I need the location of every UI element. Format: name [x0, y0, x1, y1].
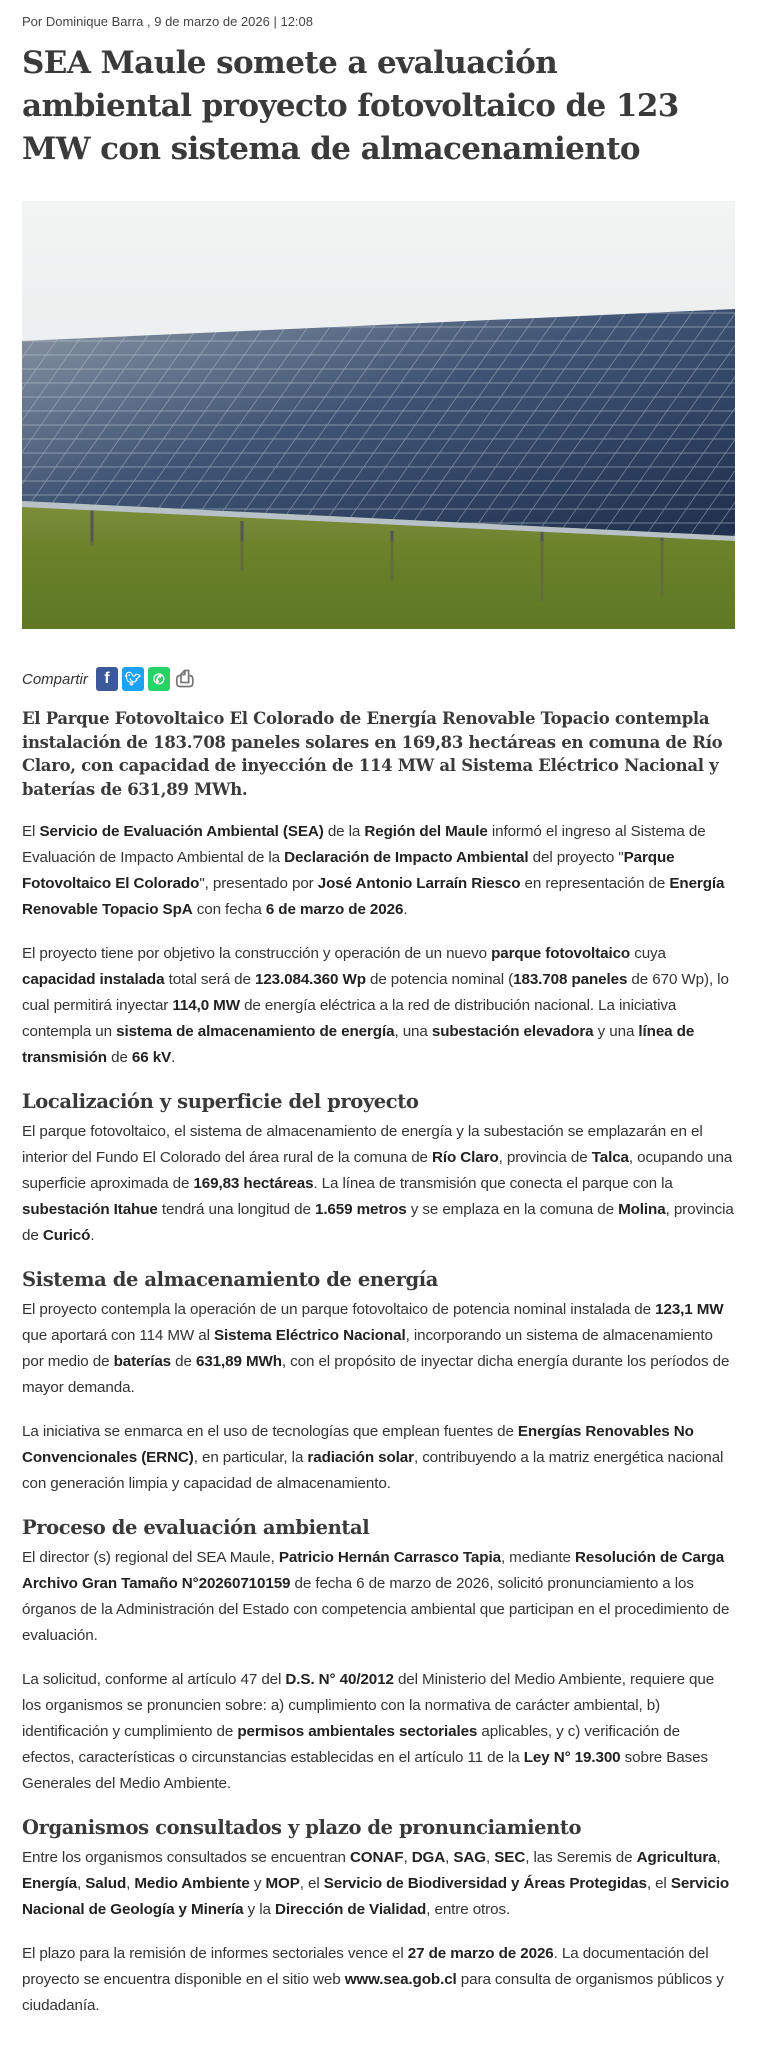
text: y una — [593, 1023, 639, 1040]
text: tendrá una longitud de — [157, 1201, 315, 1218]
paragraph — [22, 1119, 735, 1249]
share-label: Compartir — [22, 670, 88, 688]
text: sobre Bases Generales del Medio Ambiente. — [22, 1749, 708, 1792]
section-heading — [22, 1267, 735, 1293]
text: de la — [323, 823, 365, 840]
text: y la — [243, 1901, 275, 1918]
text: de 670 Wp), lo cual permitirá inyectar — [22, 971, 729, 1014]
text: El proyecto tiene por objetivo la construcción y operación de un nuevo — [22, 945, 492, 962]
text: que aportará con 114 MW al — [22, 1327, 215, 1344]
text: . — [171, 1049, 176, 1066]
text: , ocupando una superficie aproximada de — [22, 1149, 733, 1192]
text: El plazo para la remisión de informes sectoriales vence el — [22, 1945, 408, 1962]
text: , el — [299, 1875, 324, 1892]
paragraph — [22, 1419, 735, 1497]
bold-text: Río Claro — [432, 1149, 499, 1166]
text: El director (s) regional del SEA Maule, — [22, 1549, 279, 1566]
text: , mediante — [500, 1549, 575, 1566]
bold-text: SEC — [494, 1849, 526, 1866]
bold-text: Patricio Hernán Carrasco Tapia — [278, 1549, 501, 1566]
bold-text: 183.708 paneles — [513, 971, 628, 988]
article-body — [22, 819, 735, 2019]
text: del proyecto " — [528, 849, 624, 866]
text: total será de — [164, 971, 255, 988]
bold-text: Parque Fotovoltaico El Colorado — [22, 849, 675, 892]
text: de energía eléctrica a la red de distribución nacional. La iniciativa contempla un — [22, 997, 677, 1040]
text: de potencia nominal ( — [365, 971, 514, 988]
text: , — [126, 1875, 135, 1892]
bold-text: sistema de almacenamiento de energía — [116, 1023, 395, 1040]
whatsapp-icon[interactable]: ✆ — [148, 667, 170, 691]
text: de — [106, 1049, 132, 1066]
paragraph — [22, 1845, 735, 1923]
text: , provincia de — [22, 1201, 734, 1244]
bold-text: D.S. N° 40/2012 — [285, 1671, 394, 1688]
facebook-icon[interactable]: f — [96, 667, 118, 691]
bold-text: DGA — [411, 1849, 446, 1866]
text: Sistema de almacenamiento de energía — [22, 1268, 438, 1291]
text: , incorporando un sistema de almacenamiento por medio de — [22, 1327, 713, 1370]
text: Proceso de evaluación ambiental — [22, 1516, 370, 1539]
text: del Ministerio del Medio Ambiente, requiere que los organismos se pronuncien sobre: a) cumplimiento con la normativa de carácter ambiental, b) identificación y cumplimiento de — [22, 1671, 715, 1740]
text: aplicables, y c) verificación de efectos, características o circunstancias establecidas en el artículo 11 de la — [22, 1723, 680, 1766]
bold-text: SAG — [453, 1849, 487, 1866]
text: , provincia de — [498, 1149, 592, 1166]
bold-text: Energía Renovable Topacio SpA — [22, 875, 725, 918]
bold-text: Servicio de Evaluación Ambiental (SEA) — [39, 823, 324, 840]
bold-text: 114,0 MW — [172, 997, 240, 1014]
text: informó el ingreso al Sistema de Evaluación de Impacto Ambiental de la — [22, 823, 706, 866]
bold-text: baterías — [113, 1353, 172, 1370]
article-title: SEA Maule somete a evaluación ambiental proyecto fotovoltaico de 123 MW con sistema de almacenamiento — [22, 45, 679, 167]
text: Organismos consultados y plazo de pronunciamiento — [22, 1816, 582, 1839]
bold-text: CONAF — [349, 1849, 404, 1866]
bold-text: José Antonio Larraín Riesco — [317, 875, 521, 892]
text: El parque fotovoltaico, el sistema de almacenamiento de energía y la subestación se emplazarán en el interior del Fundo El Colorado del área rural de la comuna de — [22, 1123, 703, 1166]
paragraph — [22, 1941, 735, 2019]
text: El — [22, 823, 40, 840]
bold-text: Curicó — [42, 1227, 91, 1244]
text: . La documentación del proyecto se encuentra disponible en el sitio web — [22, 1945, 709, 1988]
bold-text: 123.084.360 Wp — [254, 971, 366, 988]
bold-text: 66 kV — [131, 1049, 172, 1066]
text: ", presentado por — [199, 875, 318, 892]
text: . — [403, 901, 408, 918]
bold-text: Servicio Nacional de Geología y Minería — [22, 1875, 730, 1918]
bold-text: MOP — [265, 1875, 300, 1892]
bold-text: Energías Renovables No Convencionales (ERNC) — [22, 1423, 694, 1466]
text: , contribuyendo a la matriz energética nacional con generación limpia y capacidad de almacenamiento. — [22, 1449, 724, 1492]
text: , — [403, 1849, 412, 1866]
text: La iniciativa se enmarca en el uso de tecnologías que emplean fuentes de — [22, 1423, 518, 1440]
text: y se emplaza en la comuna de — [406, 1201, 619, 1218]
print-icon[interactable]: ⎙ — [176, 666, 194, 691]
bold-text: 169,83 hectáreas — [193, 1175, 314, 1192]
bold-text: Dirección de Vialidad — [274, 1901, 427, 1918]
twitter-icon[interactable]: 🐦︎ — [122, 667, 144, 691]
text: , — [486, 1849, 495, 1866]
bold-text: Resolución de Carga Archivo Gran Tamaño N°20260710159 — [22, 1549, 725, 1592]
text: en representación de — [520, 875, 670, 892]
bold-text: radiación solar — [307, 1449, 414, 1466]
text: para consulta de organismos públicos y ciudadanía. — [22, 1971, 724, 2014]
bold-text: Ley N° 19.300 — [523, 1749, 621, 1766]
text: , entre otros. — [426, 1901, 511, 1918]
paragraph — [22, 1545, 735, 1649]
bold-text: Declaración de Impacto Ambiental — [284, 849, 529, 866]
bold-text: capacidad instalada — [22, 971, 165, 988]
text: . La línea de transmisión que conecta el parque con la — [313, 1175, 673, 1192]
bold-text: Región del Maule — [364, 823, 488, 840]
text: Entre los organismos consultados se encuentran — [22, 1849, 350, 1866]
bold-text: Servicio de Biodiversidad y Áreas Protegidas — [323, 1875, 647, 1892]
text: , en particular, la — [193, 1449, 308, 1466]
text: y — [249, 1875, 266, 1892]
bold-text: subestación elevadora — [431, 1023, 594, 1040]
bold-text: Molina — [618, 1201, 666, 1218]
bold-text: permisos ambientales sectoriales — [237, 1723, 478, 1740]
text: . — [90, 1227, 95, 1244]
section-heading — [22, 1089, 735, 1115]
bold-text: 123,1 MW — [655, 1301, 724, 1318]
bold-text: 631,89 MWh — [195, 1353, 282, 1370]
bold-text: 27 de marzo de 2026 — [407, 1945, 554, 1962]
text: con fecha — [192, 901, 266, 918]
bold-text: 1.659 metros — [314, 1201, 407, 1218]
bold-text: subestación Itahue — [22, 1201, 158, 1218]
section-heading — [22, 1515, 735, 1541]
text: Localización y superficie del proyecto — [22, 1090, 419, 1113]
text: de — [171, 1353, 196, 1370]
text: cuya — [630, 945, 666, 962]
section-heading — [22, 1815, 735, 1841]
text: , — [77, 1875, 86, 1892]
article-lead: El Parque Fotovoltaico El Colorado de Energía Renovable Topacio contempla instalación de 183.708 paneles solares en 169,83 hectáreas en comuna de Río Claro, con capacidad de inyección de 114 MW al Sistema Eléctrico Nacional y baterías de 631,89 MWh. — [22, 709, 723, 799]
paragraph — [22, 819, 735, 923]
bold-text: Agricultura — [636, 1849, 717, 1866]
paragraph — [22, 1667, 735, 1797]
bold-text: Talca — [591, 1149, 629, 1166]
text: El proyecto contempla la operación de un parque fotovoltaico de potencia nominal instalada de — [22, 1301, 656, 1318]
paragraph — [22, 1297, 735, 1401]
text: , el — [646, 1875, 671, 1892]
bold-text: www.sea.gob.cl — [344, 1971, 457, 1988]
bold-text: Salud — [85, 1875, 127, 1892]
bold-text: Energía — [22, 1875, 78, 1892]
bold-text: línea de transmisión — [22, 1023, 695, 1066]
text: , una — [394, 1023, 432, 1040]
solar-panels-photo — [22, 201, 735, 629]
text: , con el propósito de inyectar dicha energía durante los períodos de mayor demanda. — [22, 1353, 730, 1396]
text: , las Seremis de — [525, 1849, 637, 1866]
bold-text: parque fotovoltaico — [491, 945, 631, 962]
paragraph — [22, 941, 735, 1071]
text: La solicitud, conforme al artículo 47 del — [22, 1671, 286, 1688]
share-bar — [22, 665, 735, 693]
text: , — [716, 1849, 721, 1866]
bold-text: Medio Ambiente — [134, 1875, 250, 1892]
bold-text: 6 de marzo de 2026 — [265, 901, 404, 918]
text: , — [445, 1849, 454, 1866]
bold-text: Sistema Eléctrico Nacional — [214, 1327, 406, 1344]
text: de fecha 6 de marzo de 2026, solicitó pronunciamiento a los órganos de la Administración del Estado con competencia ambiental que participan en el procedimiento de evaluación. — [22, 1575, 730, 1644]
article-byline: Por Dominique Barra , 9 de marzo de 2026 | 12:08 — [22, 14, 313, 29]
